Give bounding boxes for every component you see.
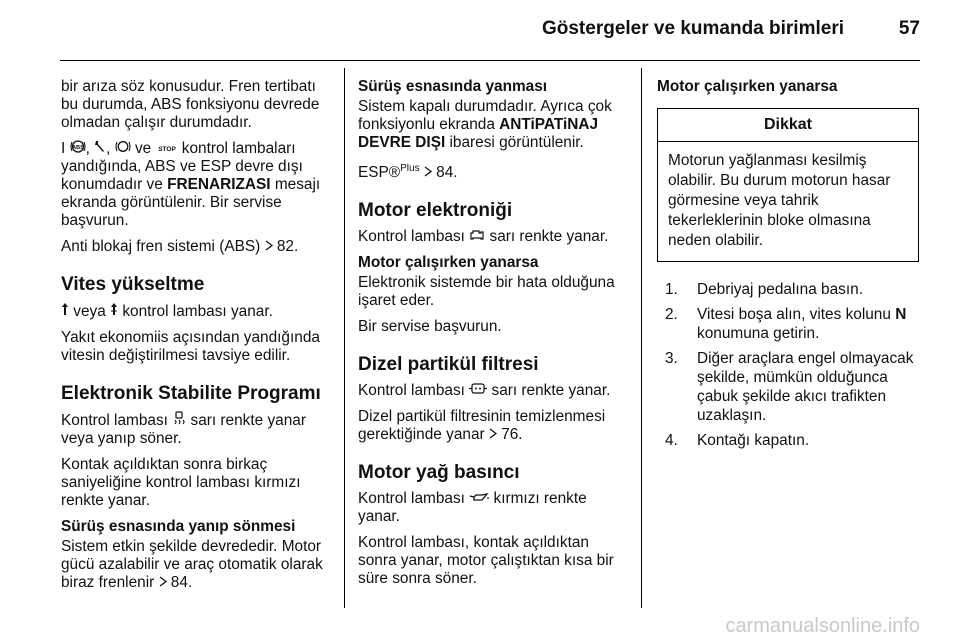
paragraph: Yakıt ekonomiis açısından yandığında vitesin değiştirilmesi tavsiye edilir. <box>61 329 320 364</box>
caution-box <box>657 108 919 262</box>
stop-icon <box>156 143 178 153</box>
caution-body: Motorun yağlanması kesilmiş olabilir. Bu durum motorun hasar görmesine veya tahrik tekerleklerinin bloke olmasına neden olabilir. <box>668 152 891 249</box>
upshift-icon <box>61 302 69 316</box>
page-title: Göstergeler ve kumanda birimleri <box>541 18 844 39</box>
paragraph: Sistem kapalı durumdadır. Ayrıca çok fonksiyonlu ekranda ANTiPATiNAJ DEVRE DIŞI ibaresi görüntülenir. <box>358 98 612 151</box>
list-item: 1. Debriyaj pedalına basın. <box>665 281 863 298</box>
sub-heading: Motor çalışırken yanarsa <box>358 254 539 272</box>
page-header <box>60 0 920 61</box>
column-2 <box>358 78 626 596</box>
svg-text:STOP: STOP <box>157 146 176 153</box>
esp-skid-icon <box>172 411 186 425</box>
page-number: 57 <box>898 18 920 39</box>
oil-can-icon <box>469 492 489 503</box>
engine-icon <box>469 229 485 241</box>
list-item: 3. Diğer araçlara engel olmayacak şekilde, mümkün olduğunca çabuk şekilde akıcı trafikten uzaklaşın. <box>665 350 914 424</box>
paragraph: veya kontrol lambası yanar. <box>61 302 331 321</box>
column-divider <box>344 68 345 608</box>
list-item: 2. Vitesi boşa alın, vites kolunu N konumuna getirin. <box>665 306 907 342</box>
sub-heading: Sürüş esnasında yanması <box>358 78 548 95</box>
abs-warning-icon <box>70 140 86 153</box>
paragraph: Anti blokaj fren sistemi (ABS) 82. <box>61 238 299 255</box>
column-divider <box>641 68 642 608</box>
list-item: 4. Kontağı kapatın. <box>665 432 810 449</box>
ref-arrow-icon <box>265 240 273 251</box>
section-heading: Vites yükseltme <box>61 274 205 295</box>
paragraph: Kontrol lambası, kontak açıldıktan sonra yanar, motor çalıştıktan kısa bir süre sonra söner. <box>358 534 614 588</box>
column-1 <box>61 78 331 600</box>
paragraph: I ABS , , ve STOP kontrol lambaları yandığında, ABS ve ESP devre dışı konumdadır ve FRENARIZASI mesajı ekranda görüntülenir. Bir servise başvurun. <box>61 140 321 229</box>
paragraph: Kontrol lambası sarı renkte yanar veya yanıp söner. <box>61 412 306 447</box>
paragraph: bir arıza söz konusudur. Fren tertibatı bu durumda, ABS fonksiyonu devrede olmadan çalışır durumdadır. <box>61 78 320 131</box>
section-heading: Motor yağ basıncı <box>358 462 520 484</box>
brake-warning-icon <box>115 140 131 153</box>
section-heading: Elektronik Stabilite Programı <box>61 383 321 404</box>
section-heading: Motor elektroniği <box>358 200 513 222</box>
watermark: carmanualsonline.info <box>725 615 920 637</box>
paragraph: Bir servise başvurun. <box>358 318 502 336</box>
paragraph: Sistem etkin şekilde devrededir. Motor gücü azalabilir ve araç otomatik olarak biraz frenlenir 84. <box>61 538 323 591</box>
caution-title: Dikkat <box>658 109 918 142</box>
section-heading: Dizel partikül filtresi <box>358 354 539 376</box>
paragraph: Kontak açıldıktan sonra birkaç saniyeliğine kontrol lambası kırmızı renkte yanar. <box>61 456 301 509</box>
column-3 <box>657 78 919 456</box>
upshift-icon <box>110 302 118 316</box>
sub-heading: Sürüş esnasında yanıp sönmesi <box>61 518 296 535</box>
svg-text:ABS: ABS <box>71 145 84 151</box>
paragraph: Elektronik sistemde bir hata olduğuna işaret eder. <box>358 274 615 310</box>
ref-arrow-icon <box>159 576 167 587</box>
ref-arrow-icon <box>489 428 497 439</box>
ref-arrow-icon <box>424 166 432 177</box>
paragraph: ESP®$^{Plus}$ 84. <box>358 163 458 182</box>
paragraph: Kontrol lambası kırmızı renkte yanar. <box>358 490 587 526</box>
paragraph: Dizel partikül filtresinin temizlenmesi gerektiğinde yanar 76. <box>358 408 606 444</box>
paragraph: Kontrol lambası sarı renkte yanar. <box>358 228 609 246</box>
step-list <box>657 280 919 450</box>
sub-heading: Motor çalışırken yanarsa <box>657 78 838 95</box>
wrench-icon <box>94 140 106 153</box>
dpf-icon <box>469 382 487 395</box>
paragraph: Kontrol lambası sarı renkte yanar. <box>358 382 611 400</box>
